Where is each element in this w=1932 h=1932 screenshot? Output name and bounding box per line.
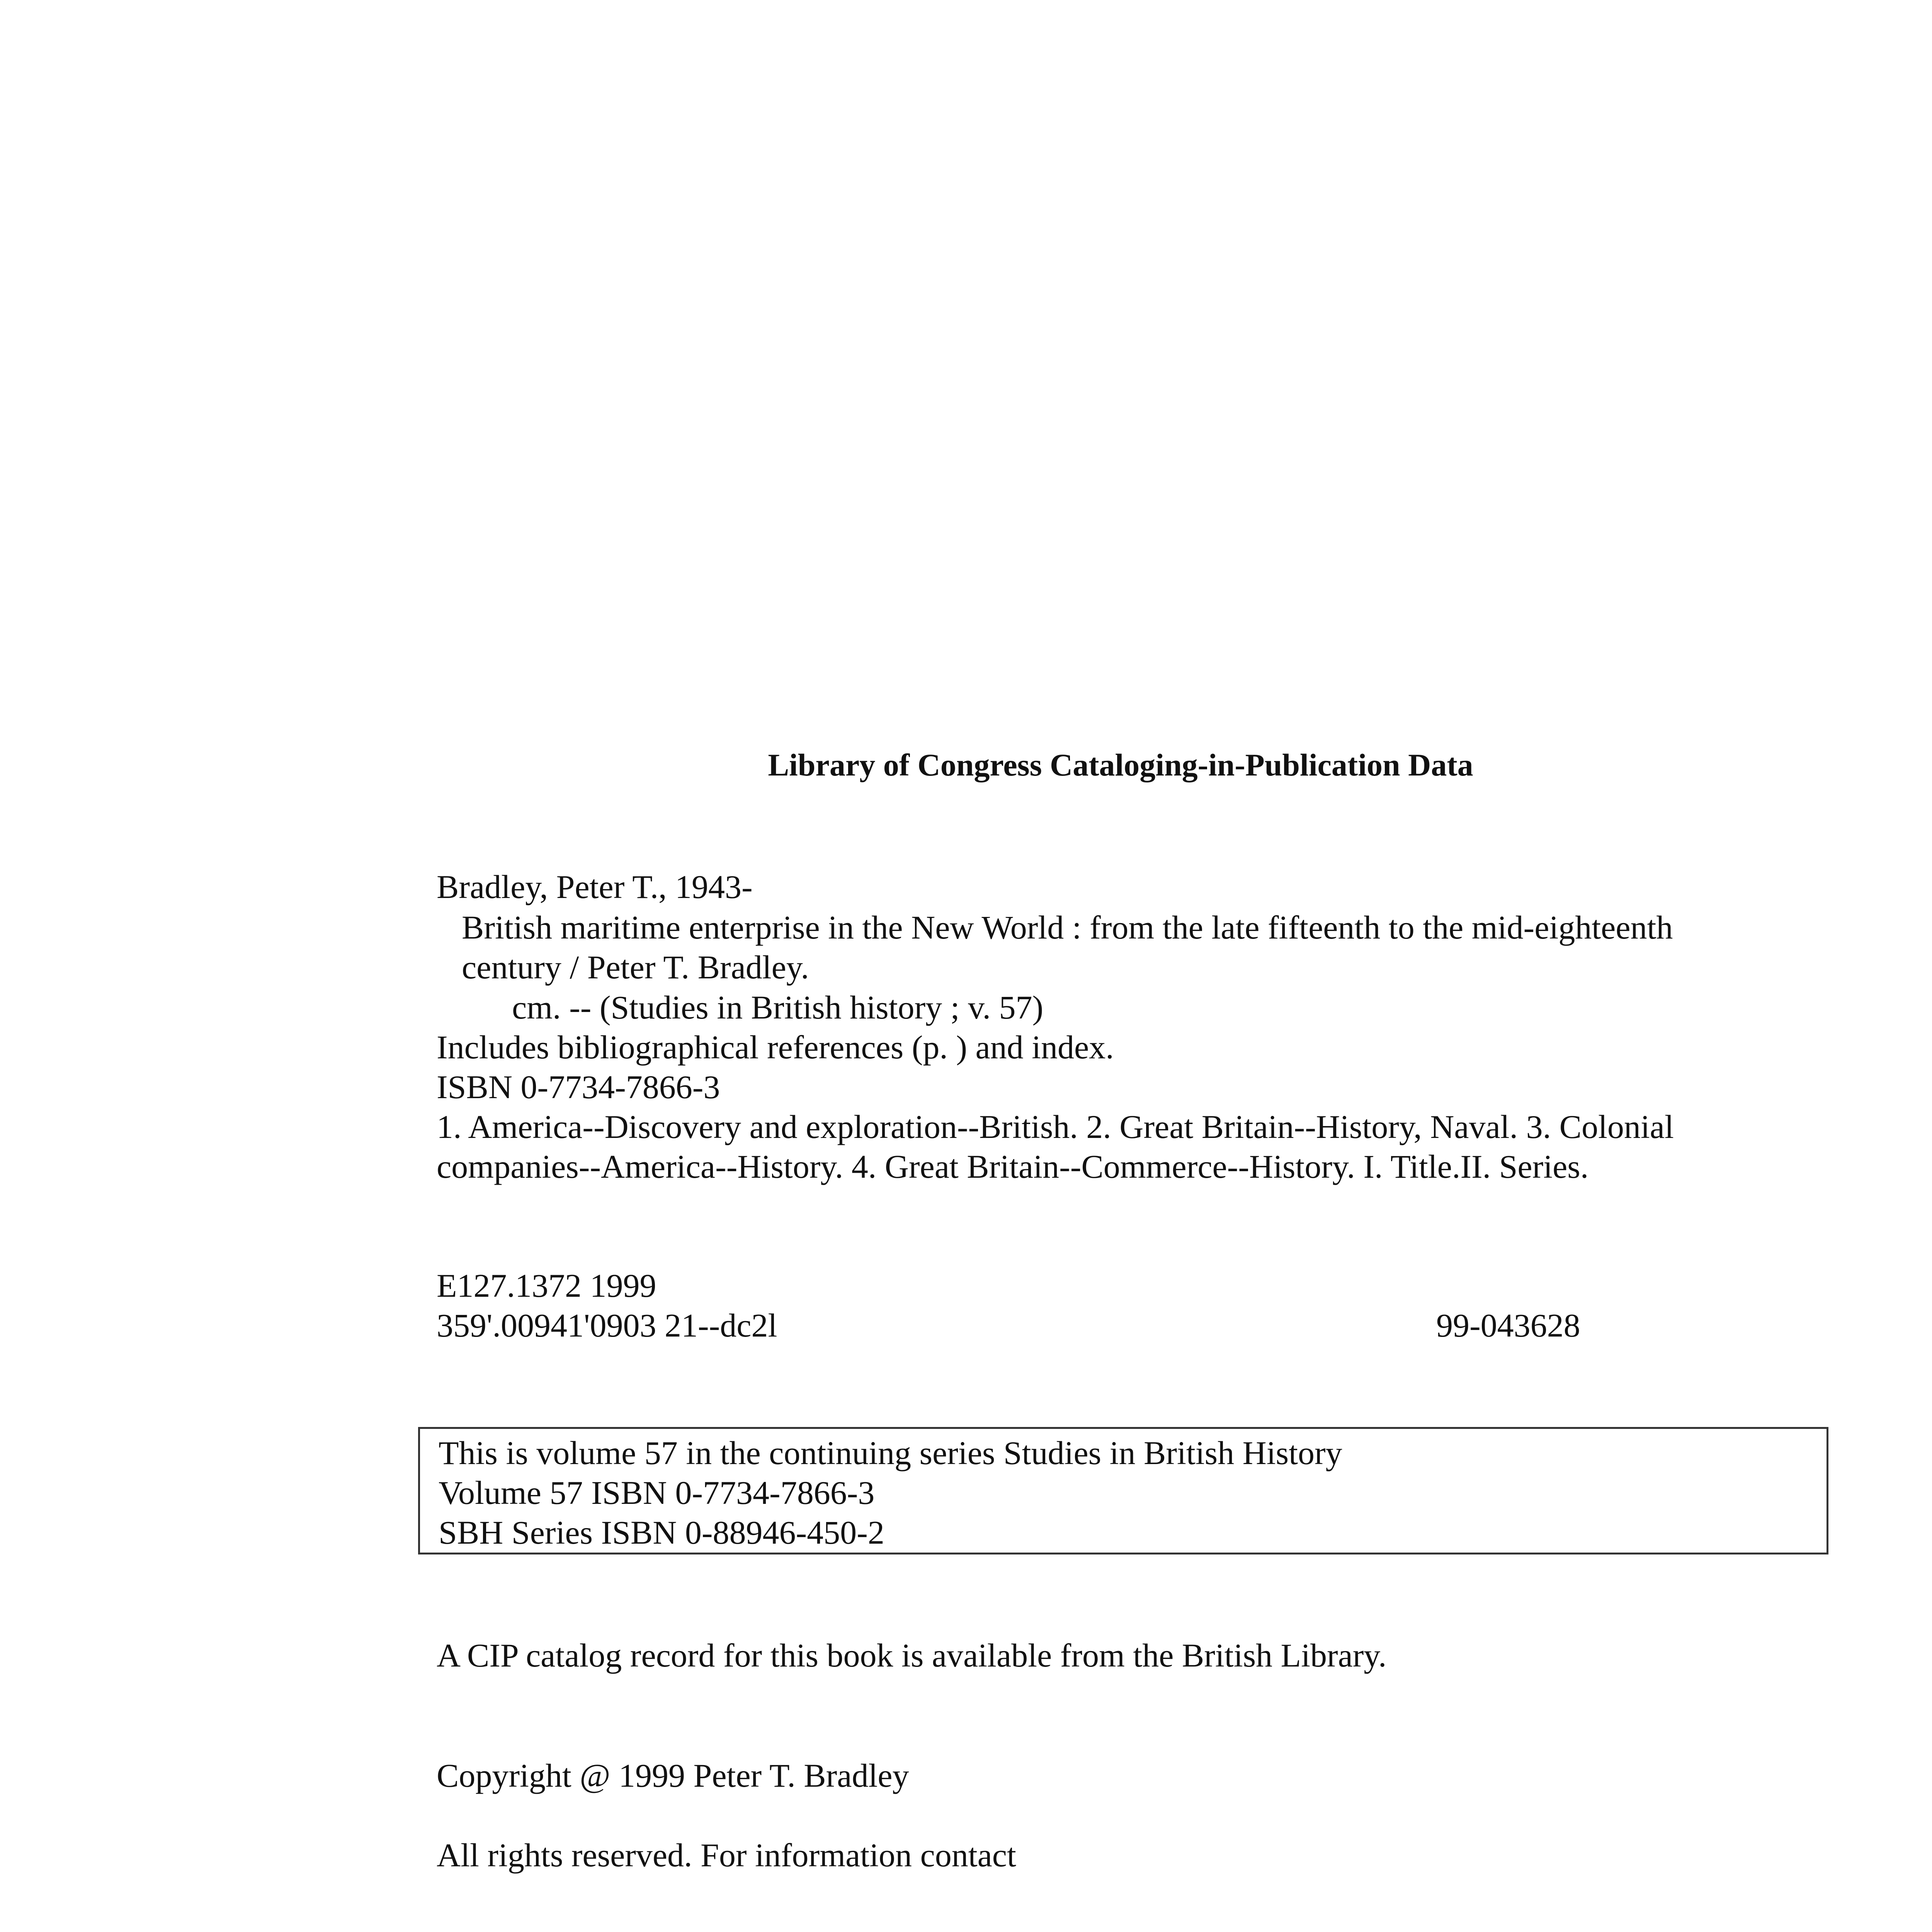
cip-heading: Library of Congress Cataloging-in-Publication Data (768, 747, 1473, 782)
series-box-line-1: This is volume 57 in the continuing series Studies in British History (439, 1434, 1342, 1471)
cip-title-line-2: century / Peter T. Bradley. (462, 949, 809, 986)
british-library-note: A CIP catalog record for this book is available from the British Library. (437, 1637, 1387, 1674)
cip-subjects-line-1: 1. America--Discovery and exploration--British. 2. Great Britain--History, Naval. 3. Colonial (437, 1108, 1674, 1145)
cip-series: cm. -- (Studies in British history ; v. 57) (512, 989, 1044, 1026)
series-box-line-2: Volume 57 ISBN 0-7734-7866-3 (439, 1474, 875, 1511)
cip-subjects-line-2: companies--America--History. 4. Great Britain--Commerce--History. I. Title.II. Series. (437, 1148, 1589, 1185)
cip-title-line-1: British maritime enterprise in the New World : from the late fifteenth to the mid-eighteenth (462, 909, 1673, 946)
series-info-box (418, 1427, 1828, 1554)
lc-classification: E127.1372 1999 (437, 1267, 656, 1304)
lccn: 99-043628 (1436, 1307, 1580, 1344)
cip-author: Bradley, Peter T., 1943- (437, 868, 753, 905)
copyright-line: Copyright @ 1999 Peter T. Bradley (437, 1757, 909, 1794)
series-box-line-3: SBH Series ISBN 0-88946-450-2 (439, 1514, 884, 1551)
cip-isbn: ISBN 0-7734-7866-3 (437, 1068, 720, 1105)
dewey-classification: 359'.00941'0903 21--dc2l (437, 1307, 777, 1344)
cip-references: Includes bibliographical references (p. ) and index. (437, 1029, 1114, 1066)
rights-line: All rights reserved. For information contact (437, 1837, 1016, 1874)
